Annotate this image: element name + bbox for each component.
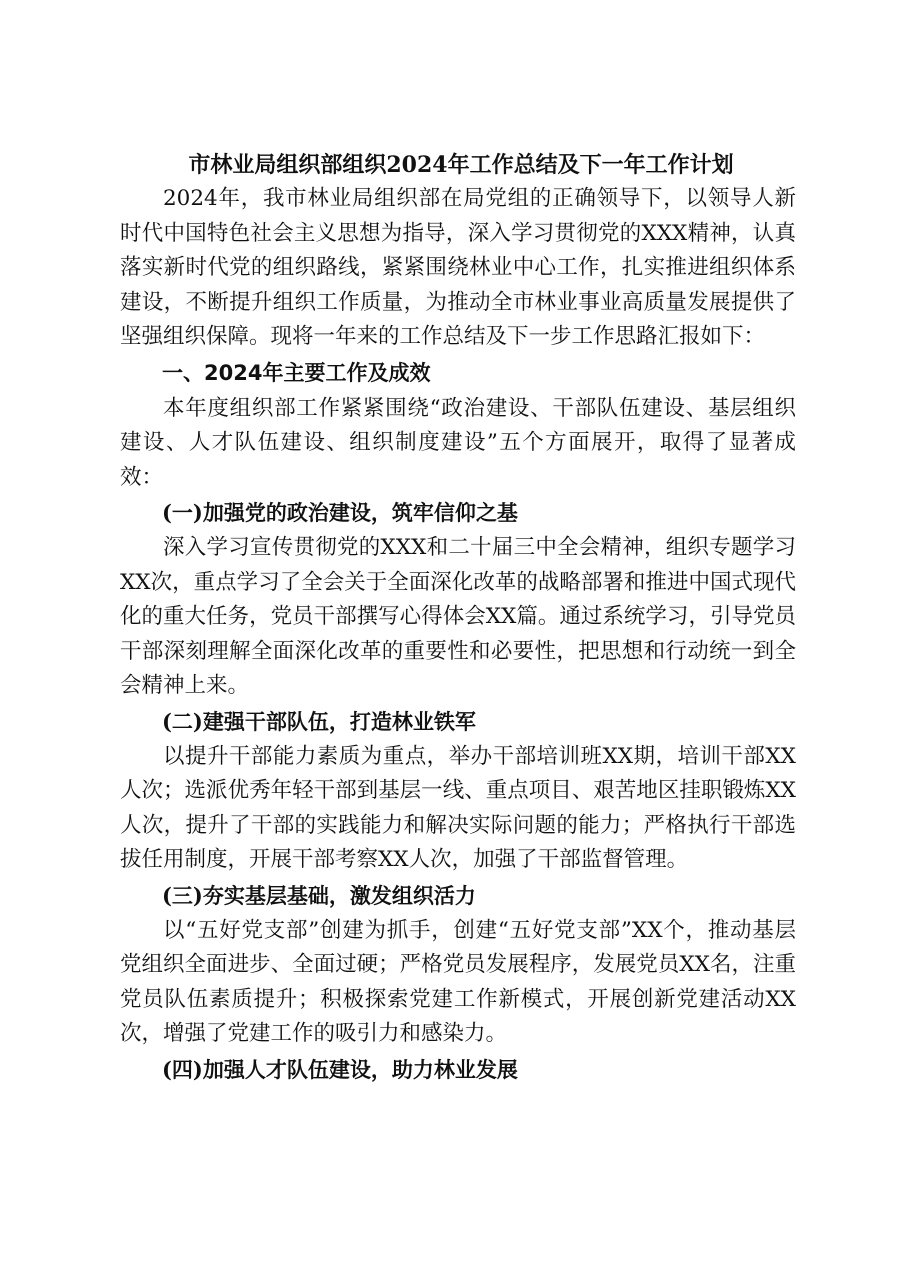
subsection-heading-4: (四)加强人才队伍建设，助力林业发展 [162,1056,518,1082]
intro-paragraph: 2024年，我市林业局组织部在局党组的正确领导下，以领导人新时代中国特色社会主义思想为指导，深入学习贯彻党的XXX精神，认真落实新时代党的组织路线，紧紧围绕林业中心工作，扎实推进组织体系建设，不断提升组织工作质量，为推动全市林业事业高质量发展提供了坚强组织保障。现将一年来的工作总结及下一步工作思路汇报如下： [120,186,796,349]
document-title: 市林业局组织部组织2024年工作总结及下一年工作计划 [188,152,734,178]
subsection-heading-1: (一)加强党的政治建设，筑牢信仰之基 [162,500,518,525]
subsection-1-paragraph: 深入学习宣传贯彻党的XXX和二十届三中全会精神，组织专题学习XX次，重点学习了全会关于全面深化改革的战略部署和推进中国式现代化的重大任务，党员干部撰写心得体会XX篇。通过系统学习，引导党员干部深刻理解全面深化改革的重要性和必要性，把思想和行动统一到全会精神上来。 [120,535,796,698]
subsection-heading-3: (三)夯实基层基础，激发组织活力 [162,882,476,908]
section-1-lead-paragraph: 本年度组织部工作紧紧围绕“政治建设、干部队伍建设、基层组织建设、人才队伍建设、组织制度建设”五个方面展开，取得了显著成效： [120,395,796,490]
section-heading-1: 一、2024年主要工作及成效 [162,360,431,385]
subsection-heading-2: (二)建强干部队伍，打造林业铁军 [162,708,476,734]
document-body [120,148,796,1088]
subsection-2-paragraph: 以提升干部能力素质为重点，举办干部培训班XX期，培训干部XX人次；选派优秀年轻干部到基层一线、重点项目、艰苦地区挂职锻炼XX人次，提升了干部的实践能力和解决实际问题的能力；严格执行干部选拔任用制度，开展干部考察XX人次，加强了干部监督管理。 [120,743,796,872]
subsection-3-paragraph: 以“五好党支部”创建为抓手，创建“五好党支部”XX个，推动基层党组织全面进步、全面过硬；严格党员发展程序，发展党员XX名，注重党员队伍素质提升；积极探索党建工作新模式，开展创新党建活动XX次，增强了党建工作的吸引力和感染力。 [120,917,796,1046]
